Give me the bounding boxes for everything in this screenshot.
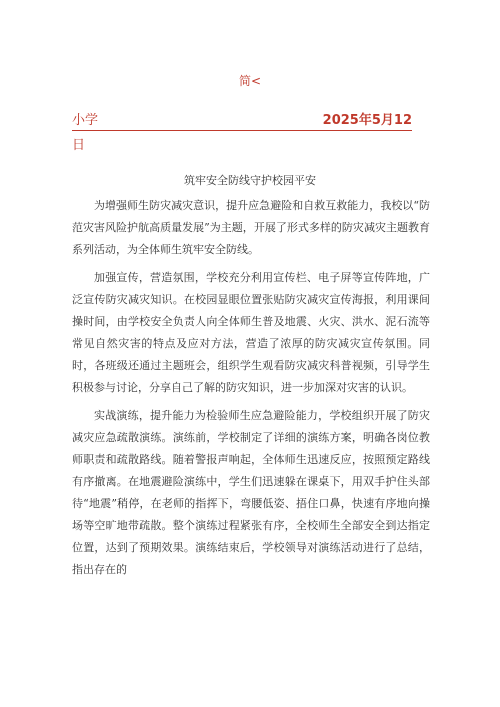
paragraph-intro: 为增强师生防灾减灾意识，提升应急避险和自救互救能力，我校以“防范灾害风险护航高质量发展”为主题，开展了形式多样的防灾减灾主题教育系列活动，为全体师生筑牢安全防线。 xyxy=(72,199,430,256)
paragraph-publicity: 加强宣传，营造氛围，学校充分利用宣传栏、电子屏等宣传阵地，广泛宣传防灾减灾知识。在校园显眼位置张贴防灾减灾宣传海报，利用课间操时间，由学校安全负责人向全体师生普及地震、火灾、洪水、泥石流等常见自然灾害的特点及应对方法，营造了浓厚的防灾减灾宣传氛围。同时，各班级还通过主题班会，组织学生观看防灾减灾科普视频，引导学生积极参与讨论，分享自己了解的防灾知识，进一步加深对灾害的认识。 xyxy=(72,271,430,394)
school-name: 小学 xyxy=(72,113,99,128)
report-date: 2025年5月12 xyxy=(322,113,412,128)
masthead xyxy=(72,109,412,152)
paragraph-drill: 实战演练，提升能力为检验师生应急避险能力，学校组织开展了防灾减灾应急疏散演练。演练前，学校制定了详细的演练方案，明确各岗位教师职责和疏散路线。随着警报声响起，全体师生迅速反应，按照预定路线有序撤离。在地震避险演练中，学生们迅速躲在课桌下，用双手护住头部 待“地震”稍停，在老师的指挥下，弯腰低姿、捂住口鼻，快速有序地向操场等空旷地带疏散。整个演练过程紧张有序，全校师生全部安全到达指定位置，达到了预期效果。演练结束后，学校领导对演练活动进行了总结，指出存在的 xyxy=(72,409,430,576)
article-body xyxy=(72,195,430,587)
article-title: 筑牢安全防线守护校园平安 xyxy=(184,174,316,187)
header-mark: 简< xyxy=(238,74,262,88)
masthead-row xyxy=(72,109,412,131)
report-date-tail: 日 xyxy=(72,138,86,153)
